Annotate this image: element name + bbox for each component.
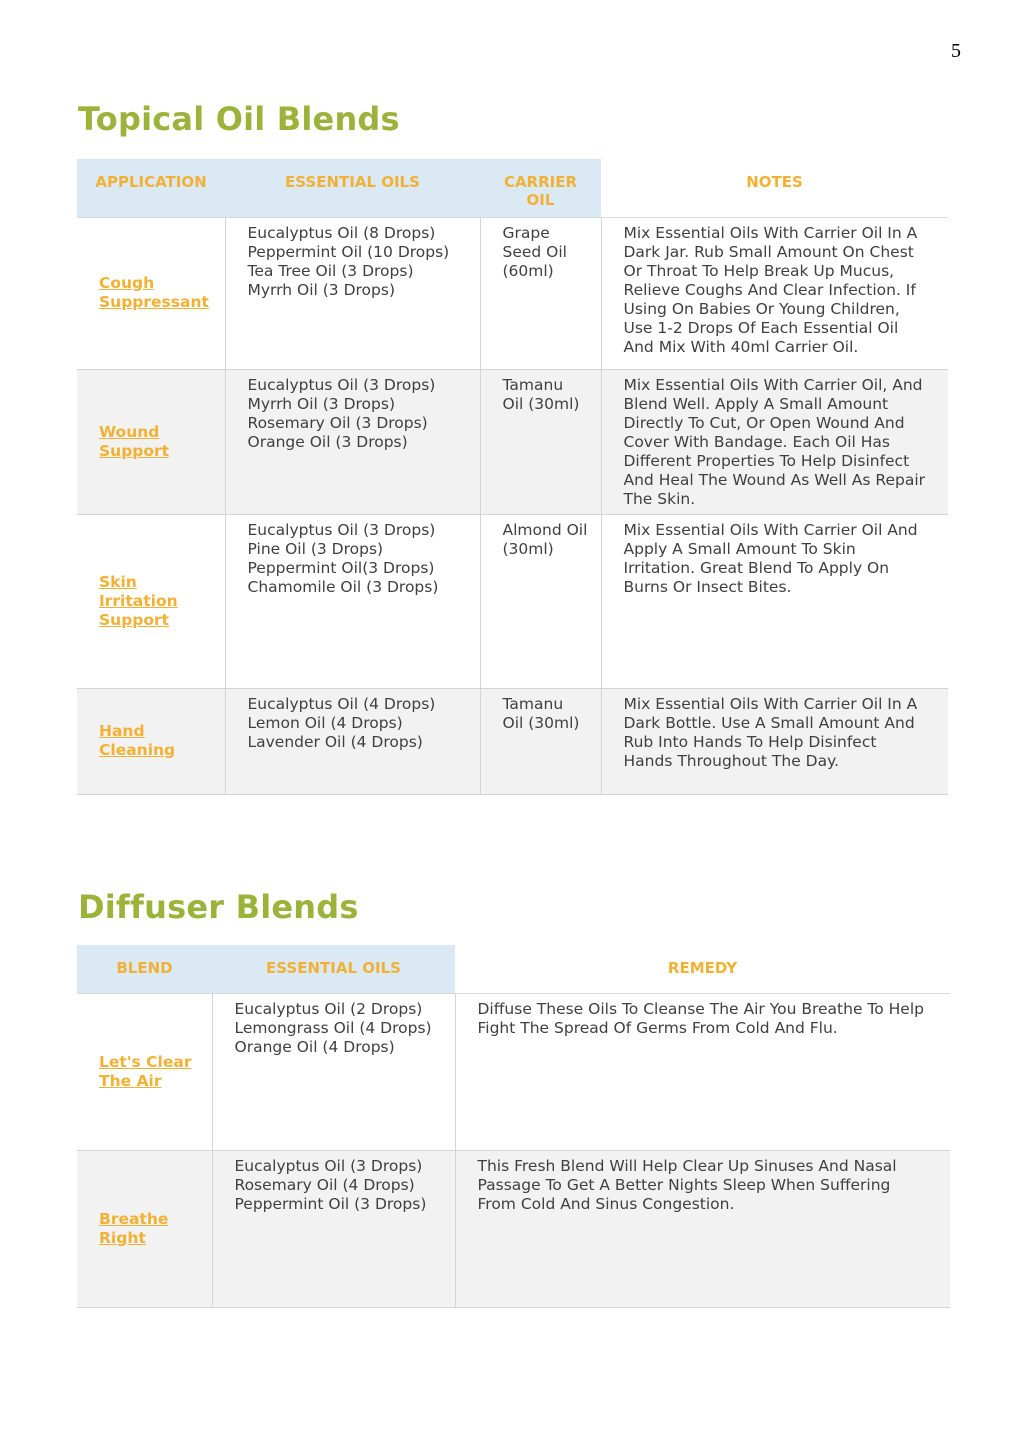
header-essential-oils: ESSENTIAL OILS xyxy=(225,159,480,217)
remedy-line: Passage To Get A Better Nights Sleep When Suffering xyxy=(477,1175,891,1194)
notes-line: The Skin. xyxy=(623,489,696,508)
oil-line: Lemon Oil (4 Drops) xyxy=(247,713,403,732)
notes-line: Dark Jar. Rub Small Amount On Chest xyxy=(623,242,914,261)
oils-cell xyxy=(225,217,480,369)
carrier-cell xyxy=(480,514,601,688)
oil-line: Rosemary Oil (3 Drops) xyxy=(247,413,428,432)
notes-line: Different Properties To Help Disinfect xyxy=(623,451,910,470)
table-row xyxy=(77,217,948,369)
table-row xyxy=(77,688,948,794)
oil-line: Tea Tree Oil (3 Drops) xyxy=(247,261,414,280)
oil-line: Eucalyptus Oil (8 Drops) xyxy=(247,223,436,242)
blend-cell xyxy=(77,993,212,1150)
oil-line: Pine Oil (3 Drops) xyxy=(247,539,384,558)
header-blend: BLEND xyxy=(77,945,212,993)
oil-line: Eucalyptus Oil (2 Drops) xyxy=(234,999,423,1018)
table-row xyxy=(77,993,950,1150)
application-link-skin-irritation-support[interactable]: Skin Irritation Support xyxy=(99,572,178,629)
oil-line: Orange Oil (4 Drops) xyxy=(234,1037,395,1056)
notes-cell xyxy=(601,688,948,794)
application-cell xyxy=(77,514,225,688)
carrier-line: Seed Oil xyxy=(502,242,567,261)
carrier-line: Tamanu xyxy=(502,694,564,713)
oil-line: Myrrh Oil (3 Drops) xyxy=(247,280,395,299)
oil-line: Rosemary Oil (4 Drops) xyxy=(234,1175,415,1194)
table-row xyxy=(77,514,948,688)
notes-cell xyxy=(601,217,948,369)
notes-line: Mix Essential Oils With Carrier Oil And xyxy=(623,520,918,539)
notes-line: Rub Into Hands To Help Disinfect xyxy=(623,732,877,751)
carrier-line: Oil (30ml) xyxy=(502,394,580,413)
application-link-cough-suppressant[interactable]: Cough Suppressant xyxy=(99,274,209,311)
application-link-hand-cleaning[interactable]: Hand Cleaning xyxy=(99,722,176,759)
header-carrier-oil: CARRIER OIL xyxy=(480,159,601,217)
blend-link-lets-clear-the-air[interactable]: Let's Clear The Air xyxy=(99,1052,192,1090)
oil-line: Myrrh Oil (3 Drops) xyxy=(247,394,395,413)
blend-link-breathe-right[interactable]: Breathe Right xyxy=(99,1209,169,1247)
application-cell xyxy=(77,688,225,794)
oil-line: Lavender Oil (4 Drops) xyxy=(247,732,423,751)
diffuser-blend-table xyxy=(77,945,950,1308)
oils-cell xyxy=(225,514,480,688)
header-application: APPLICATION xyxy=(77,159,225,217)
page-number: 5 xyxy=(951,40,961,62)
remedy-line: Fight The Spread Of Germs From Cold And Flu. xyxy=(477,1018,838,1037)
remedy-cell xyxy=(455,1150,950,1307)
notes-cell xyxy=(601,514,948,688)
notes-line: And Mix With 40ml Carrier Oil. xyxy=(623,337,859,356)
oil-line: Eucalyptus Oil (3 Drops) xyxy=(234,1156,423,1175)
notes-line: Relieve Coughs And Clear Infection. If xyxy=(623,280,916,299)
notes-line: Directly To Cut, Or Open Wound And xyxy=(623,413,905,432)
section-title-topical: Topical Oil Blends xyxy=(78,100,400,138)
application-cell xyxy=(77,217,225,369)
oil-line: Chamomile Oil (3 Drops) xyxy=(247,577,439,596)
carrier-line: (30ml) xyxy=(502,539,554,558)
header-notes: NOTES xyxy=(601,159,948,217)
blend-cell xyxy=(77,1150,212,1307)
oil-line: Eucalyptus Oil (4 Drops) xyxy=(247,694,436,713)
carrier-line: (60ml) xyxy=(502,261,554,280)
oil-line: Peppermint Oil (3 Drops) xyxy=(234,1194,427,1213)
notes-line: Blend Well. Apply A Small Amount xyxy=(623,394,889,413)
remedy-cell xyxy=(455,993,950,1150)
remedy-line: This Fresh Blend Will Help Clear Up Sinuses And Nasal xyxy=(477,1156,897,1175)
carrier-cell xyxy=(480,217,601,369)
application-link-wound-support[interactable]: Wound Support xyxy=(99,422,170,460)
notes-cell xyxy=(601,369,948,514)
notes-line: Mix Essential Oils With Carrier Oil In A xyxy=(623,223,918,242)
oil-line: Lemongrass Oil (4 Drops) xyxy=(234,1018,432,1037)
oils-cell xyxy=(225,688,480,794)
carrier-line: Almond Oil xyxy=(502,520,588,539)
notes-line: Mix Essential Oils With Carrier Oil In A xyxy=(623,694,918,713)
notes-line: Using On Babies Or Young Children, xyxy=(623,299,900,318)
notes-line: Hands Throughout The Day. xyxy=(623,751,840,770)
carrier-cell xyxy=(480,688,601,794)
application-cell xyxy=(77,369,225,514)
carrier-line: Oil (30ml) xyxy=(502,713,580,732)
topical-oil-table xyxy=(77,159,948,795)
table-row xyxy=(77,369,948,514)
oils-cell xyxy=(225,369,480,514)
notes-line: Cover With Bandage. Each Oil Has xyxy=(623,432,890,451)
notes-line: Dark Bottle. Use A Small Amount And xyxy=(623,713,915,732)
oils-cell xyxy=(212,1150,455,1307)
oil-line: Peppermint Oil (10 Drops) xyxy=(247,242,450,261)
remedy-line: Diffuse These Oils To Cleanse The Air You Breathe To Help xyxy=(477,999,924,1018)
header-remedy: REMEDY xyxy=(455,945,950,993)
notes-line: Mix Essential Oils With Carrier Oil, And xyxy=(623,375,923,394)
carrier-cell xyxy=(480,369,601,514)
carrier-line: Grape xyxy=(502,223,550,242)
carrier-line: Tamanu xyxy=(502,375,564,394)
notes-line: Or Throat To Help Break Up Mucus, xyxy=(623,261,895,280)
table-row xyxy=(77,1150,950,1307)
header-essential-oils: ESSENTIAL OILS xyxy=(212,945,455,993)
oil-line: Eucalyptus Oil (3 Drops) xyxy=(247,375,436,394)
notes-line: Apply A Small Amount To Skin xyxy=(623,539,856,558)
notes-line: Burns Or Insect Bites. xyxy=(623,577,792,596)
notes-line: Irritation. Great Blend To Apply On xyxy=(623,558,890,577)
oil-line: Orange Oil (3 Drops) xyxy=(247,432,408,451)
section-title-diffuser: Diffuser Blends xyxy=(78,888,359,926)
oil-line: Eucalyptus Oil (3 Drops) xyxy=(247,520,436,539)
oils-cell xyxy=(212,993,455,1150)
remedy-line: From Cold And Sinus Congestion. xyxy=(477,1194,735,1213)
notes-line: Use 1-2 Drops Of Each Essential Oil xyxy=(623,318,899,337)
notes-line: And Heal The Wound As Well As Repair xyxy=(623,470,926,489)
oil-line: Peppermint Oil(3 Drops) xyxy=(247,558,435,577)
